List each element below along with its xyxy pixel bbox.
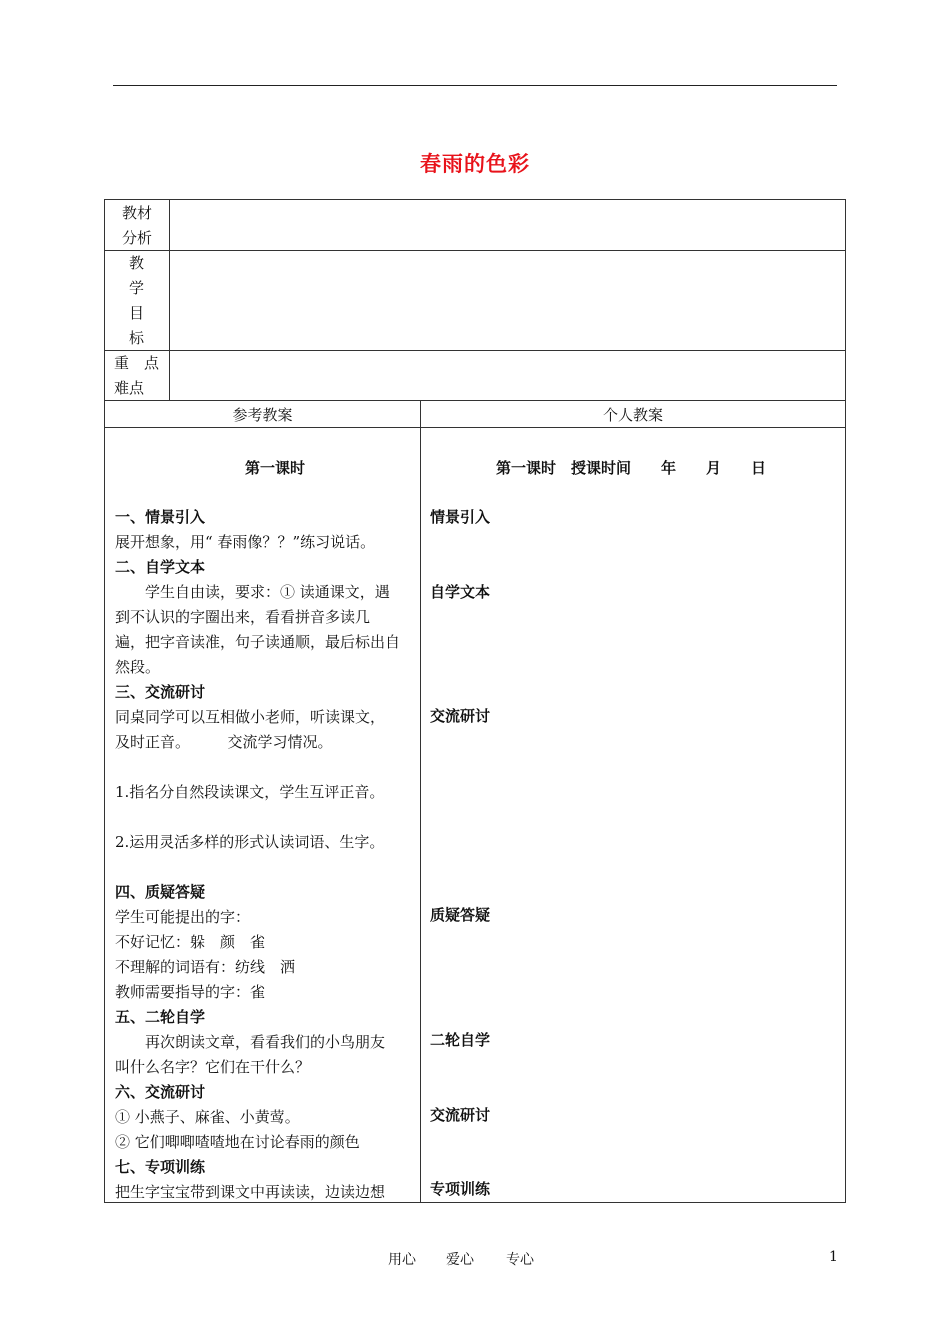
text-line: 2.运用灵活多样的形式认读词语、生字。: [115, 833, 385, 851]
column-header-reference: 参考教案: [232, 406, 293, 424]
reference-plan-text: [115, 505, 415, 1205]
text-line: 然段。: [115, 658, 161, 676]
text-line: 不好记忆：躲 颜 雀: [115, 933, 266, 951]
blank-line: [115, 755, 415, 780]
header-rule: [113, 85, 837, 86]
page-title: 春雨的色彩: [420, 152, 530, 176]
personal-item: 交流研讨: [430, 1106, 491, 1124]
text-line: 到不认识的字圈出来，看看拼音多读几: [115, 608, 371, 626]
text-line: 再次朗读文章，看看我们的小鸟朋友: [115, 1033, 386, 1051]
section-heading: 五、二轮自学: [115, 1008, 206, 1026]
content-cell-keypoints: [169, 350, 846, 401]
label-objectives: 教 学 目 标: [129, 254, 145, 347]
section-heading: 一、情景引入: [115, 508, 206, 526]
text-line: 把生字宝宝带到课文中再读读，边读边想: [115, 1183, 386, 1201]
text-line: 教师需要指导的字：雀: [115, 983, 266, 1001]
personal-item: 专项训练: [430, 1180, 491, 1198]
footer-motto-1: 用心: [388, 1252, 416, 1268]
text-line: 展开想象，用“ 春雨像？？”练习说话。: [115, 533, 376, 551]
section-heading: 三、交流研讨: [115, 683, 206, 701]
text-line: 叫什么名字？它们在干什么？: [115, 1058, 311, 1076]
footer-motto-2: 爱心: [446, 1252, 474, 1268]
text-line: 及时正音。 交流学习情况。: [115, 733, 333, 751]
text-line: 学生自由读，要求：① 读通课文，遇: [115, 583, 390, 601]
text-line: ② 它们唧唧喳喳地在讨论春雨的颜色: [115, 1133, 360, 1151]
text-line: 同桌同学可以互相做小老师，听读课文，: [115, 708, 386, 726]
footer-motto-3: 专心: [506, 1252, 534, 1268]
content-cell-analysis: [169, 199, 846, 251]
section-heading: 七、专项训练: [115, 1158, 206, 1176]
body-cell-personal: [420, 427, 846, 1203]
section-heading: 四、质疑答疑: [115, 883, 206, 901]
personal-item: 交流研讨: [430, 707, 491, 725]
text-line: ① 小燕子、麻雀、小黄莺。: [115, 1108, 300, 1126]
blank-line: [115, 805, 415, 830]
text-line: 遍，把字音读准，句子读通顺，最后标出自: [115, 633, 401, 651]
personal-item: 质疑答疑: [430, 906, 491, 924]
blank-line: [115, 855, 415, 880]
page-number: 1: [829, 1249, 838, 1265]
content-cell-objectives: [169, 250, 846, 351]
label-keypoints: 重 点 难点: [114, 354, 160, 397]
personal-item: 二轮自学: [430, 1031, 491, 1049]
personal-item: 情景引入: [430, 508, 491, 526]
right-lesson-line: 第一课时 授课时间 年 月 日: [496, 459, 767, 477]
left-lesson-title: 第一课时: [245, 459, 306, 477]
label-analysis: 教材 分析: [122, 204, 153, 247]
text-line: 学生可能提出的字：: [115, 908, 251, 926]
text-line: 1.指名分自然段读课文，学生互评正音。: [115, 783, 385, 801]
column-header-personal: 个人教案: [602, 406, 663, 424]
personal-item: 自学文本: [430, 583, 491, 601]
section-heading: 二、自学文本: [115, 558, 206, 576]
text-line: 不理解的词语有：纺线 洒: [115, 958, 296, 976]
section-heading: 六、交流研讨: [115, 1083, 206, 1101]
